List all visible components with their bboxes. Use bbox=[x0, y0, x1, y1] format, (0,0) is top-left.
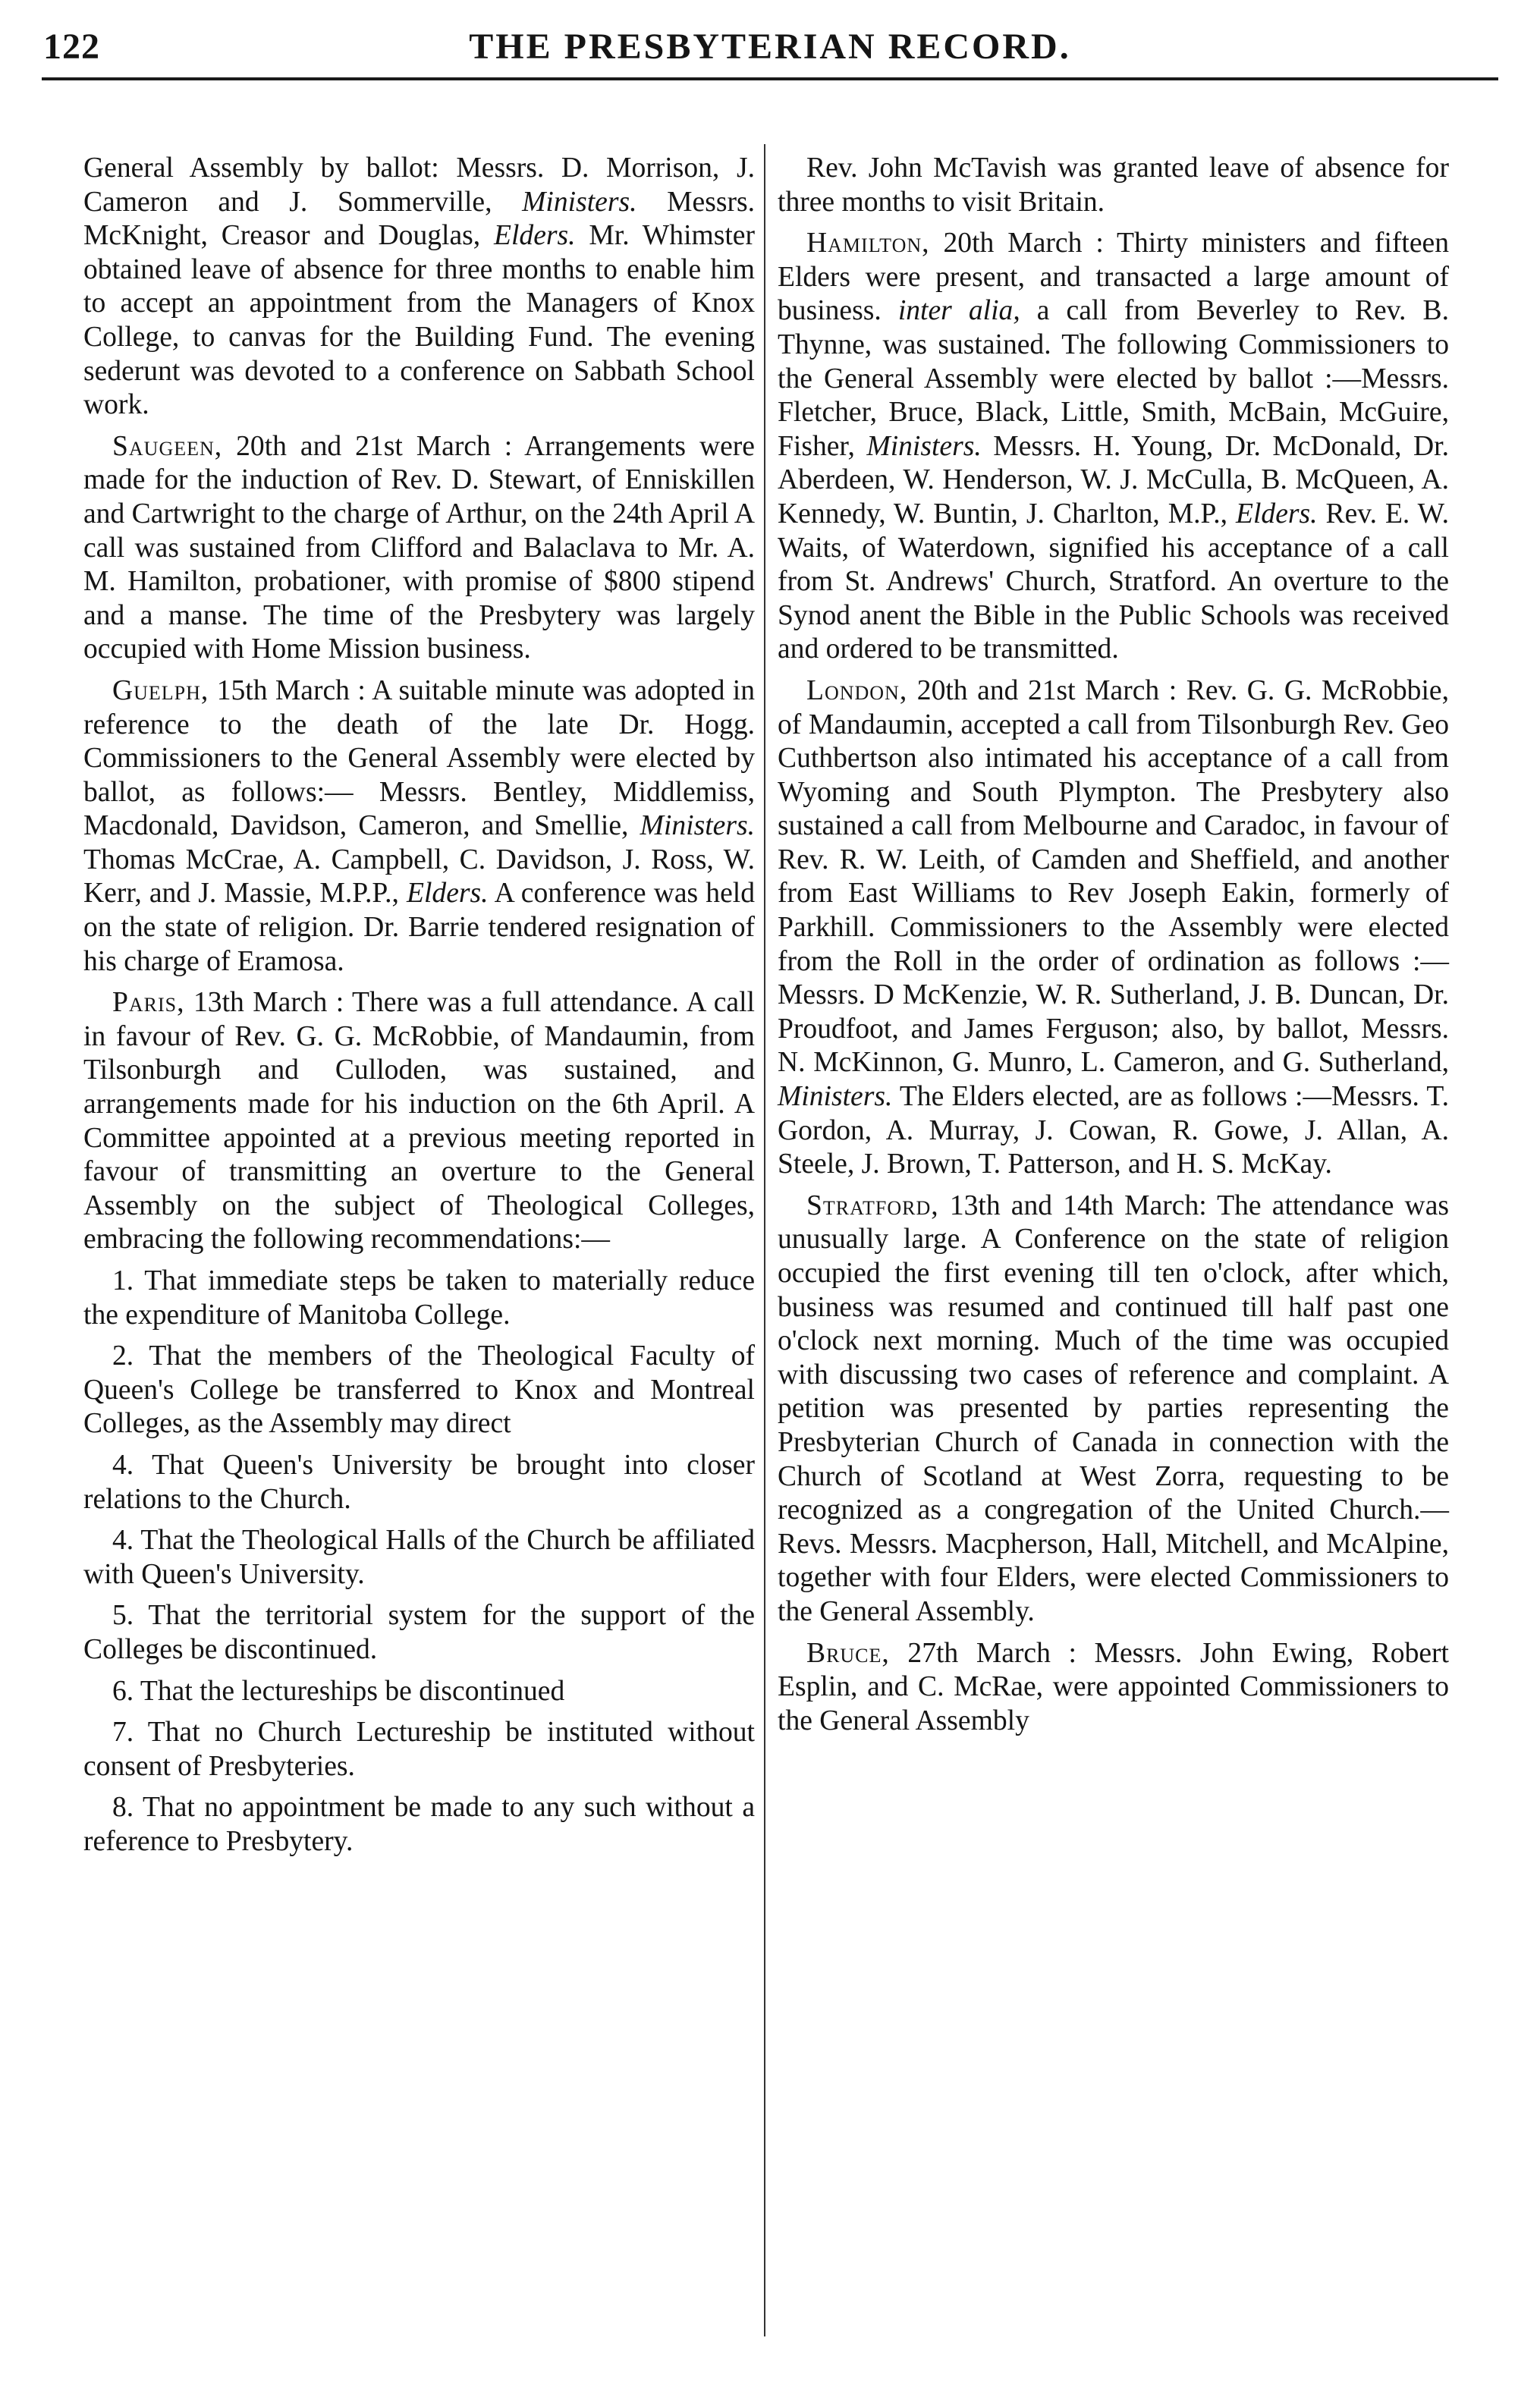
presbytery-heading: Saugeen, bbox=[112, 430, 223, 462]
recommendation-item: 4. That the Theological Halls of the Church be affiliated with Queen's University. bbox=[83, 1525, 755, 1590]
text-run: 20th March : Thirty ministers and fifteen Elders were present, and transacted a large amount of business. bbox=[778, 228, 1449, 327]
text-run: 15th March : A suitable minute was adopted in reference to the death of the late Dr. Hogg. Commissioners to the General Assembly were elected by ballot, as follows:— Messrs. Bentley, Middlemiss, Macdonald, Davidson, Cameron, and Smellie, bbox=[83, 674, 755, 842]
recommendation-item: 2. That the members of the Theological Faculty of Queen's College be transferred to Knox and Montreal Colleges, as the Assembly may direct bbox=[83, 1340, 755, 1440]
text-run: Thomas McCrae, A. Campbell, C. Davidson, J. Ross, W. Kerr, and J. Massie, M.P.P., bbox=[83, 844, 755, 910]
paragraph-guelph bbox=[83, 674, 755, 979]
text-run: 20th and 21st March : Rev. G. G. McRobbie, of Mandaumin, accepted a call from Tilsonburgh Rev. Geo Cuthbertson also intimated his acceptance of a call from Wyoming and South Plympton. The Presbytery also sustained a call from Melbourne and Caradoc, in favour of Rev. R. W. Leith, of Camden and Sheffield, and another from East Williams to Rev Joseph Eakin, formerly of Parkhill. Commissioners to the Assembly were elected from the Roll in the order of ordination as follows :—Messrs. D McKenzie, W. R. Sutherland, J. B. Duncan, Dr. Proudfoot, and James Ferguson; also, by ballot, Messrs. N. McKinnon, G. Munro, L. Cameron, and G. Sutherland, bbox=[778, 674, 1449, 1079]
presbytery-heading: London, bbox=[806, 674, 908, 706]
page-number: 122 bbox=[43, 27, 100, 67]
text-run: 20th and 21st March : Arrangements were made for the induction of Rev. D. Stewart, of Enniskillen and Cartwright to the charge of Arthur, on the 24th April A call was sustained from Clifford and Balaclava to Mr. A. M. Hamilton, probationer, with promise of $800 stipend and a manse. The time of the Presbytery was largely occupied with Home Mission business. bbox=[83, 430, 755, 665]
presbytery-heading: Bruce, bbox=[806, 1637, 890, 1669]
paragraph-general-assembly-ballot bbox=[83, 152, 755, 423]
column-divider bbox=[764, 144, 765, 2336]
text-run: General Assembly by ballot: Messrs. D. Morrison, J. Cameron and J. Sommerville, bbox=[83, 152, 755, 218]
italic-run: inter alia, bbox=[897, 295, 1020, 327]
italic-run: Elders. bbox=[494, 220, 576, 252]
paragraph-bruce bbox=[778, 1637, 1449, 1739]
page-title: THE PRESBYTERIAN RECORD. bbox=[469, 27, 1071, 67]
presbytery-heading: Stratford, bbox=[806, 1189, 939, 1221]
text-run: Rev. John McTavish was granted leave of absence for three months to visit Britain. bbox=[778, 152, 1449, 218]
text-run: Mr. Whimster obtained leave of absence for three months to enable him to accept an appointment from the Managers of Knox College, to canvas for the Building Fund. The evening sederunt was devoted to a conference on Sabbath School work. bbox=[83, 220, 755, 421]
text-run: 27th March : Messrs. John Ewing, Robert Esplin, and C. McRae, were appointed Commissioners to the General Assembly bbox=[778, 1637, 1449, 1736]
text-run: The Elders elected, are as follows :—Messrs. T. Gordon, A. Murray, J. Cowan, R. Gowe, J. Allan, A. Steele, J. Brown, T. Patterson, and H. S. McKay. bbox=[778, 1081, 1449, 1180]
italic-run: Elders. bbox=[407, 878, 489, 910]
left-column bbox=[83, 152, 755, 2329]
recommendation-item: 1. That immediate steps be taken to materially reduce the expenditure of Manitoba College. bbox=[83, 1265, 755, 1331]
paragraph-paris bbox=[83, 986, 755, 1257]
text-run: a call from Beverley to Rev. B. Thynne, was sustained. The following Commissioners to the General Assembly were elected by ballot :—Messrs. Fletcher, Bruce, Black, Little, Smith, McBain, McGuire, Fisher, bbox=[778, 295, 1449, 462]
page-header bbox=[42, 24, 1498, 80]
paragraph-london bbox=[778, 674, 1449, 1182]
recommendation-item: 5. That the territorial system for the support of the Colleges be discontinued. bbox=[83, 1600, 755, 1665]
italic-run: Elders. bbox=[1236, 498, 1318, 529]
text-run: A conference was held on the state of religion. Dr. Barrie tendered resignation of his charge of Eramosa. bbox=[83, 878, 755, 977]
recommendation-item: 8. That no appointment be made to any such without a reference to Presbytery. bbox=[83, 1792, 755, 1857]
text-run: 13th and 14th March: The attendance was unusually large. A Conference on the state of religion occupied the first evening till ten o'clock, after which, business was resumed and continued till half past one o'clock next morning. Much of the time was occupied with discussing two cases of reference and complaint. A petition was presented by parties representing the Presbyterian Church of Canada in connection with the Church of Scotland at West Zorra, requesting to be recognized as a congregation of the United Church.— Revs. Messrs. Macpherson, Hall, Mitchell, and McAlpine, together with four Elders, were elected Commissioners to the General Assembly. bbox=[778, 1189, 1449, 1627]
text-run: Rev. E. W. Waits, of Waterdown, signified his acceptance of a call from St. Andrews' Church, Stratford. An overture to the Synod anent the Bible in the Public Schools was received and ordered to be transmitted. bbox=[778, 498, 1449, 665]
text-run: 13th March : There was a full attendance. A call in favour of Rev. G. G. McRobbie, of Mandaumin, from Tilsonburgh and Culloden, was sustained, and arrangements made for his induction on the 6th April. A Committee appointed at a previous meeting reported in favour of transmitting an overture to the General Assembly on the subject of Theological Colleges, embracing the following recommendations:— bbox=[83, 987, 755, 1255]
right-column bbox=[778, 152, 1449, 2329]
italic-run: Ministers. bbox=[778, 1081, 893, 1113]
paragraph-hamilton bbox=[778, 227, 1449, 667]
presbytery-heading: Guelph, bbox=[112, 674, 209, 706]
italic-run: Ministers. bbox=[522, 186, 637, 218]
presbytery-heading: Paris, bbox=[112, 987, 185, 1019]
paragraph-mctavish-leave bbox=[778, 152, 1449, 219]
text-run: Messrs. H. Young, Dr. McDonald, Dr. Aberdeen, W. Henderson, W. J. McCulla, B. McQueen, A. Kennedy, W. Buntin, J. Charlton, M.P., bbox=[778, 430, 1450, 529]
paragraph-saugeen bbox=[83, 430, 755, 667]
paragraph-stratford bbox=[778, 1189, 1449, 1629]
recommendation-item: 7. That no Church Lectureship be instituted without consent of Presbyteries. bbox=[83, 1717, 755, 1782]
recommendation-item: 4. That Queen's University be brought into closer relations to the Church. bbox=[83, 1449, 755, 1515]
text-run: Messrs. McKnight, Creasor and Douglas, bbox=[83, 186, 755, 252]
recommendation-item: 6. That the lectureships be discontinued bbox=[112, 1675, 565, 1707]
presbytery-heading: Hamilton, bbox=[806, 228, 930, 259]
italic-run: Ministers. bbox=[640, 810, 755, 842]
italic-run: Ministers. bbox=[866, 430, 982, 462]
